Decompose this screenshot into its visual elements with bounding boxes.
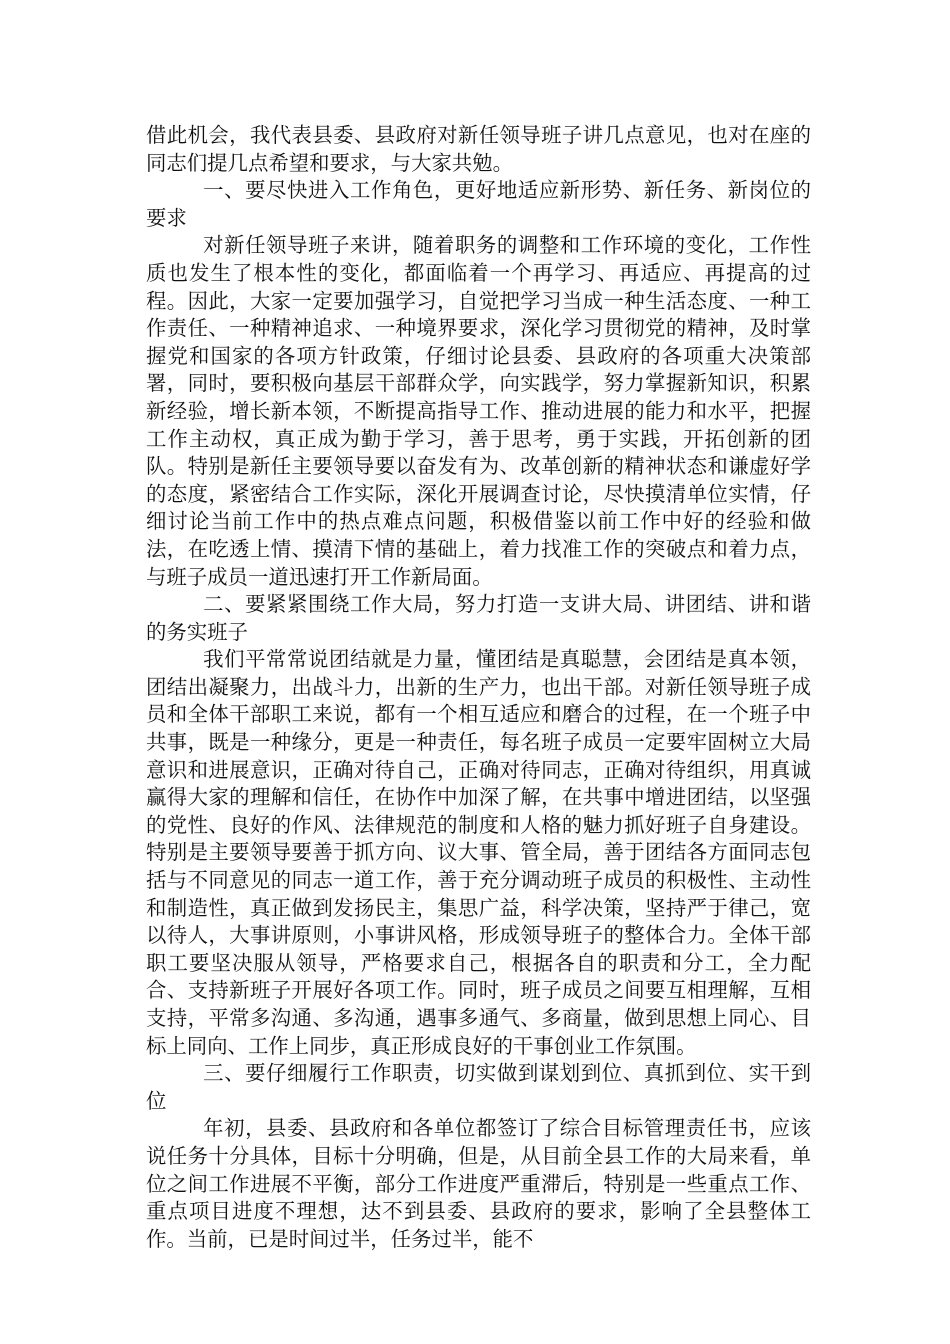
document-body	[146, 122, 811, 1253]
section-heading-1: 一、要尽快进入工作角色，更好地适应新形势、新任务、新岗位的要求	[146, 178, 811, 230]
section-body-1: 对新任领导班子来讲，随着职务的调整和工作环境的变化，工作性质也发生了根本性的变化，都面临着一个再学习、再适应、再提高的过程。因此，大家一定要加强学习，自觉把学习当成一种生活态度、一种工作责任、一种精神追求、一种境界要求，深化学习贯彻党的精神，及时掌握党和国家的各项方针政策，仔细讨论县委、县政府的各项重大决策部署，同时，要积极向基层干部群众学，向实践学，努力掌握新知识，积累新经验，增长新本领，不断提高指导工作、推动进展的能力和水平，把握工作主动权，真正成为勤于学习，善于思考，勇于实践，开拓创新的团队。特别是新任主要领导要以奋发有为、改革创新的精神状态和谦虚好学的态度，紧密结合工作实际，深化开展调查讨论，尽快摸清单位实情，仔细讨论当前工作中的热点难点问题，积极借鉴以前工作中好的经验和做法，在吃透上情、摸清下情的基础上，着力找准工作的突破点和着力点，与班子成员一道迅速打开工作新局面。	[146, 233, 811, 589]
section-body-3: 年初，县委、县政府和各单位都签订了综合目标管理责任书，应该说任务十分具体，目标十分明确，但是，从目前全县工作的大局来看，单位之间工作进展不平衡，部分工作进度严重滞后，特别是一些重点工作、重点项目进度不理想，达不到县委、县政府的要求，影响了全县整体工作。当前，已是时间过半，任务过半，能不	[146, 1116, 811, 1251]
section-heading-2: 二、要紧紧围绕工作大局，努力打造一支讲大局、讲团结、讲和谐的务实班子	[146, 592, 811, 644]
section-body-2: 我们平常常说团结就是力量，懂团结是真聪慧，会团结是真本领，团结出凝聚力，出战斗力，出新的生产力，也出干部。对新任领导班子成员和全体干部职工来说，都有一个相互适应和磨合的过程，在一个班子中共事，既是一种缘分，更是一种责任，每名班子成员一定要牢固树立大局意识和进展意识，正确对待自己，正确对待同志，正确对待组织，用真诚赢得大家的理解和信任，在协作中加深了解，在共事中增进团结，以坚强的党性、良好的作风、法律规范的制度和人格的魅力抓好班子自身建设。特别是主要领导要善于抓方向、议大事、管全局，善于团结各方面同志包括与不同意见的同志一道工作，善于充分调动班子成员的积极性、主动性和制造性，真正做到发扬民主，集思广益，科学决策，坚持严于律己，宽以待人，大事讲原则，小事讲风格，形成领导班子的整体合力。全体干部职工要坚决服从领导，严格要求自己，根据各自的职责和分工，全力配合、支持新班子开展好各项工作。同时，班子成员之间要互相理解，互相支持，平常多沟通、多沟通，遇事多通气、多商量，做到思想上同心、目标上同向、工作上同步，真正形成良好的干事创业工作氛围。	[146, 647, 811, 1058]
section-heading-3: 三、要仔细履行工作职责，切实做到谋划到位、真抓到位、实干到位	[146, 1061, 811, 1113]
intro-paragraph: 借此机会，我代表县委、县政府对新任领导班子讲几点意见，也对在座的同志们提几点希望和要求，与大家共勉。	[146, 123, 811, 175]
